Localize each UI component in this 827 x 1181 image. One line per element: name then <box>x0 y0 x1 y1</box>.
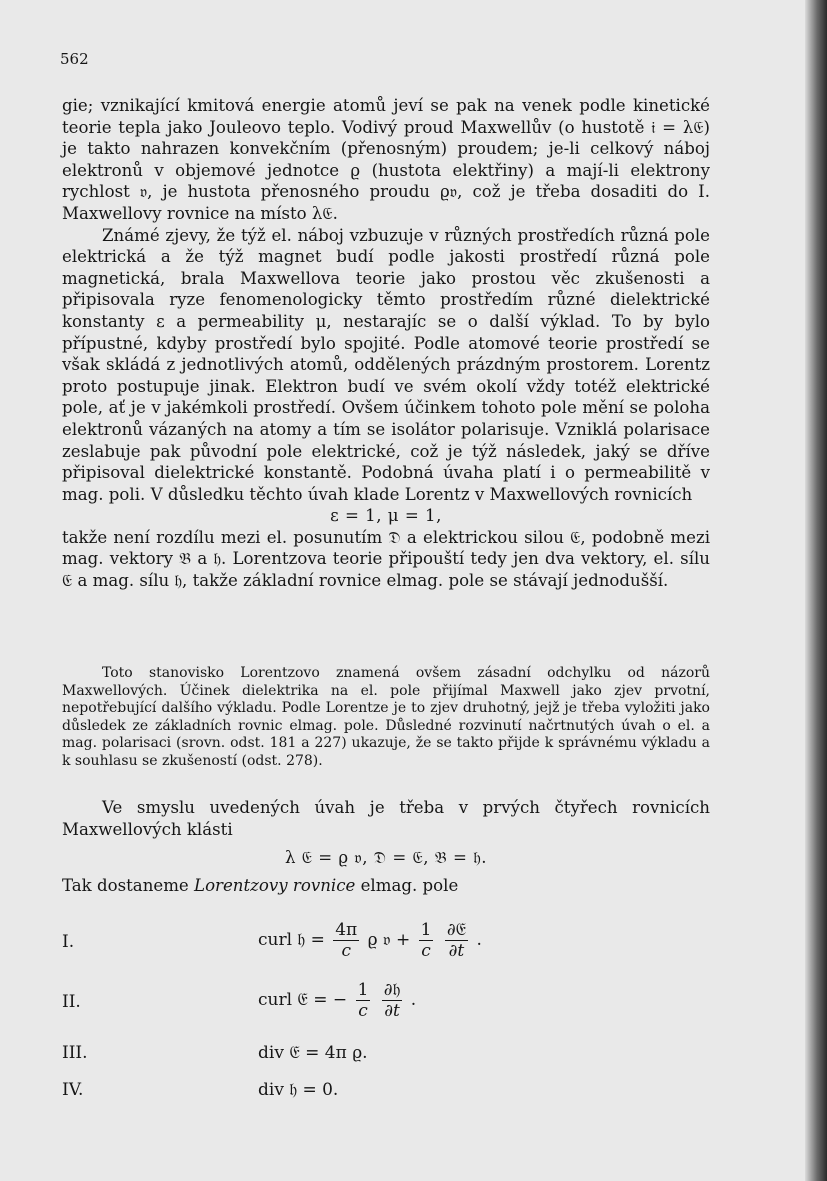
fraction-denominator: c <box>358 1001 368 1021</box>
fraction <box>445 920 468 961</box>
paragraph-5-emphasis: Lorentzovy rovnice <box>194 876 356 895</box>
equation-1 <box>62 920 710 964</box>
equation-lhs: curl 𝔈 = − <box>258 990 353 1010</box>
equation-body <box>258 980 416 1021</box>
fraction-numerator: 1 <box>420 920 432 940</box>
paragraph-1: gie; vznikající kmitová energie atomů jeví se pak na venek podle kinetické teorie tepla jako Jouleovo teplo. Vodivý proud Maxwellův (o hustotě 𝔦 = λ𝔈) je takto nahrazen konvekčním (přenosným) proudem; je-li celkový náboj elektronů v objemové jednotce ϱ (hustota elektřiny) a mají-li elektrony rychlost 𝔳, je hustota přenosného proudu ϱ𝔳, což je třeba dosaditi do I. Maxwellovy rovnice na místo λ𝔈. <box>62 96 710 223</box>
fraction-numerator: 4π <box>335 920 358 940</box>
fraction <box>419 920 434 961</box>
equation-eps-mu: ε = 1, μ = 1, <box>330 506 442 526</box>
lower-text-block <box>62 797 710 897</box>
paragraph-5 <box>62 875 710 897</box>
equation-lhs: curl 𝔥 = <box>258 930 331 950</box>
fraction <box>356 980 371 1021</box>
paragraph-5-prefix: Tak dostaneme <box>62 876 189 895</box>
fraction-numerator: ∂𝔥 <box>383 980 401 1000</box>
equation-end: . <box>410 990 417 1010</box>
equation-substitutions: λ 𝔈 = ϱ 𝔳, 𝔇 = 𝔈, 𝔅 = 𝔥. <box>284 848 488 867</box>
equation-label: III. <box>62 1043 88 1063</box>
equation-label: I. <box>62 932 75 952</box>
fraction-denominator: c <box>341 941 351 961</box>
equation-3 <box>62 1043 710 1067</box>
small-print-block <box>62 665 710 771</box>
page-number: 562 <box>60 50 89 68</box>
fraction-denominator: c <box>421 941 431 961</box>
fraction-numerator: 1 <box>357 980 369 1000</box>
equation-2 <box>62 980 710 1024</box>
fraction <box>382 980 403 1021</box>
equation-end: . <box>476 930 482 950</box>
main-text-block <box>62 95 710 592</box>
fraction-numerator: ∂𝔈 <box>446 920 467 940</box>
equation-4 <box>62 1080 710 1104</box>
paragraph-5-suffix: elmag. pole <box>360 876 459 895</box>
fraction-denominator: ∂t <box>384 1001 400 1021</box>
paragraph-2: Známé zjevy, že týž el. náboj vzbuzuje v různých prostředích různá pole elektrická a že týž magnet budí podle jakosti prostředí různá pole magnetická, brala Maxwellova teorie jako prostou věc zkušenosti a připisovala ryze fenomenologicky těmto prostředím různé dielektrické konstanty ε a permeability μ, nestarajíc se o další výklad. To by bylo přípustné, kdyby prostředí bylo spojité. Podle atomové teorie prostředí se však skládá z jednotlivých atomů, oddělených prázdným prostorem. Lorentz proto postupuje jinak. Elektron budí ve svém okolí vždy totéž elektrické pole, ať je v jakémkoli prostředí. Ovšem účinkem tohoto pole mění se poloha elektronů vázaných na atomy a tím se isolátor polarisuje. Vzniklá polarisace zeslabuje pak původní pole elektrické, což je týž následek, jaký se dříve připisoval dielektrické konstantě. Podobná úvaha platí i o permeabilitě v mag. poli. V důsledku těchto úvah klade Lorentz v Maxwellových rovnicích <box>62 225 710 504</box>
paragraph-4: Ve smyslu uvedených úvah je třeba v prvých čtyřech rovnicích Maxwellových klásti <box>62 798 710 839</box>
equation-middle: ϱ 𝔳 + <box>367 930 416 950</box>
fraction <box>333 920 359 961</box>
equation-body: div 𝔈 = 4π ϱ. <box>258 1043 368 1063</box>
equation-body: div 𝔥 = 0. <box>258 1080 339 1100</box>
equation-label: II. <box>62 992 81 1012</box>
page-edge-shadow <box>805 0 827 1181</box>
paragraph-3: takže není rozdílu mezi el. posunutím 𝔇 a elektrickou silou 𝔈, podobně mezi mag. vektory 𝔅 a 𝔥. Lorentzova teorie připouští tedy jen dva vektory, el. sílu 𝔈 a mag. sílu 𝔥, takže základní rovnice elmag. pole se stávají jednodušší. <box>62 527 710 591</box>
small-paragraph: Toto stanovisko Lorentzovo znamená ovšem zásadní odchylku od názorů Maxwellových. Účinek dielektrika na el. pole přijímal Maxwell jako zjev prvotní, nepotřebující dalšího výkladu. Podle Lorentze je to zjev druhotný, jejž je třeba vyložiti jako důsledek ze základních rovnic elmag. pole. Důsledné rozvinutí načrtnutých úvah o el. a mag. polarisaci (srovn. odst. 181 a 227) ukazuje, že se takto přijde k správnému výkladu a k souhlasu se zkušeností (odst. 278). <box>62 665 710 769</box>
equation-label: IV. <box>62 1080 84 1100</box>
fraction-denominator: ∂t <box>448 941 465 961</box>
equation-body <box>258 920 482 961</box>
